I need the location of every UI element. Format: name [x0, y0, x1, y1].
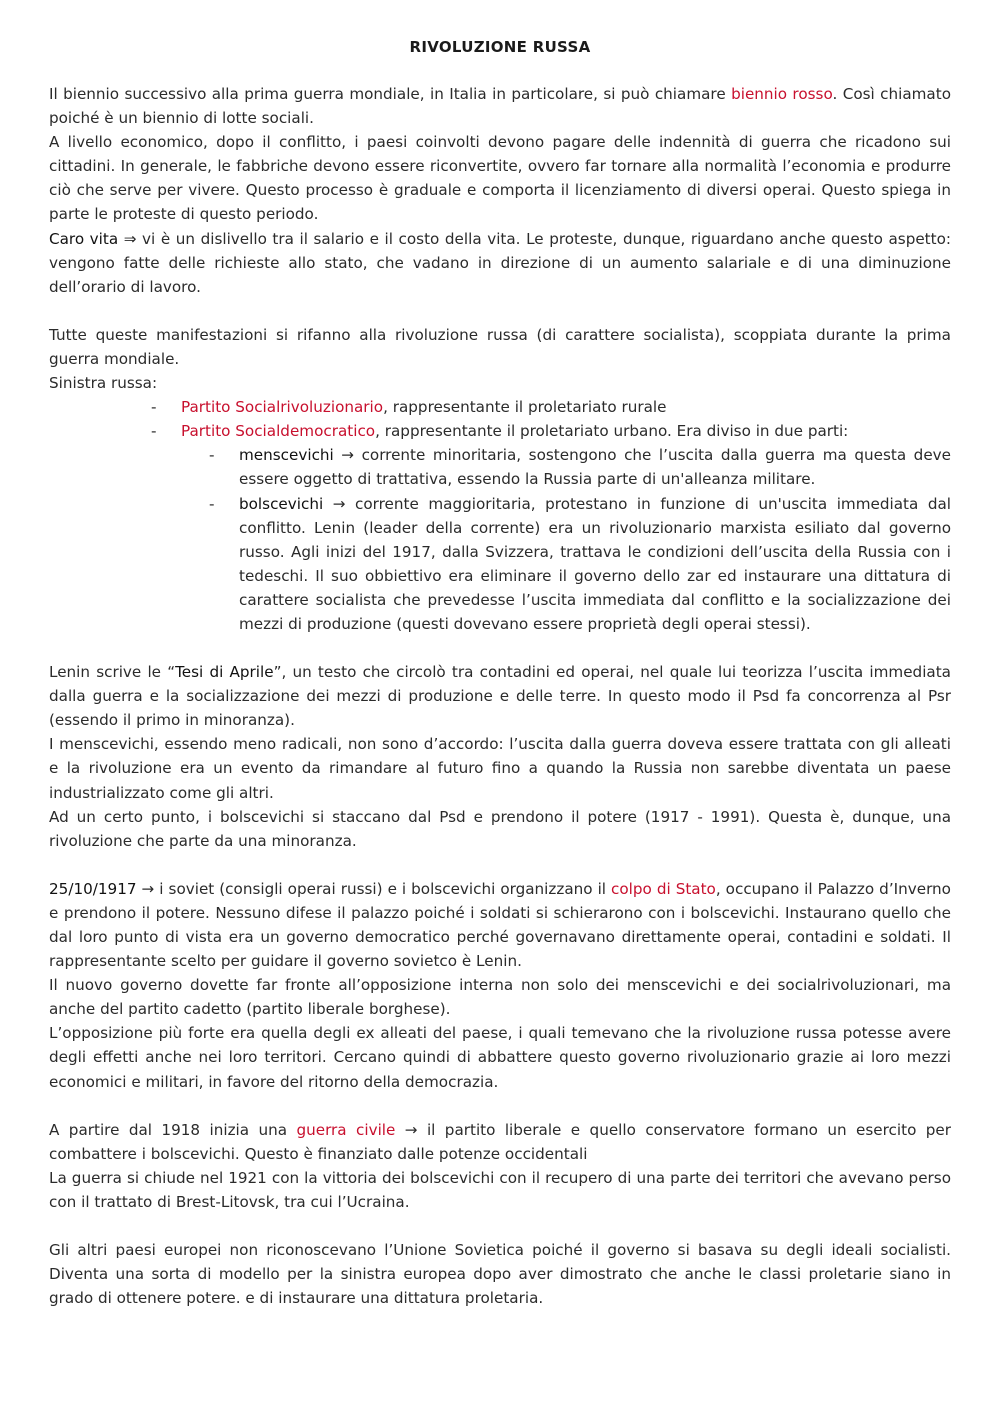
text-block	[239, 443, 951, 491]
paragraph-tesi-aprile	[49, 660, 951, 732]
bullet-dash: -	[209, 446, 215, 465]
text-run: ”, un testo che circolò tra contadini ed operai, nel quale lui teorizza l’uscita immediata dalla guerra e la socializzazione dei mezzi di produzione e delle terre. In questo modo il Psd fa concorrenza al Psr (essendo il primo in minoranza).	[49, 663, 951, 730]
parties-list	[49, 395, 951, 636]
text-run: corrente maggioritaria, protestano in funzione di un'uscita immediata dal conflitto. Lenin (leader della corrente) era un rivoluzionario marxista esiliato dal governo russo. Agli inizi del 1917, dalla Svizzera, trattava le condizioni dell’uscita della Russia con i tedeschi. Il suo obbiettivo era eliminare il governo dello zar ed instaurare una dittatura di carattere socialista che prevedesse l’uscita immediata dal conflitto e la socializzazione dei mezzi di produzione (questi dovevano essere proprietà degli operai stessi).	[239, 494, 951, 633]
list-item-socialdemocratico	[49, 419, 951, 636]
spacer	[49, 636, 951, 660]
paragraph-sinistra-russa: Sinistra russa:	[49, 374, 158, 393]
paragraph-fine-guerra: La guerra si chiude nel 1921 con la vittoria dei bolscevichi con il recupero di una parte dei territori che avevano perso con il trattato di Brest-Litovsk, tra cui l’Ucraina.	[49, 1168, 951, 1211]
paragraph-guerra-civile	[49, 1118, 951, 1166]
party-name: Partito Socialrivoluzionario	[181, 398, 384, 417]
text-run: , rappresentante il proletariato rurale	[383, 398, 667, 417]
term-bolscevichi: bolscevichi	[239, 494, 324, 513]
text-run: i soviet (consigli operai russi) e i bolscevichi organizzano il	[159, 879, 612, 898]
document-title: RIVOLUZIONE RUSSA	[409, 38, 591, 56]
spacer	[49, 299, 951, 323]
term-tesi-di-aprile: Tesi di Aprile	[175, 663, 274, 682]
bullet-dash: -	[209, 494, 215, 513]
text-block	[239, 492, 951, 637]
bullet-dash: -	[151, 398, 157, 417]
text-run: Lenin scrive le “	[49, 663, 176, 682]
list-item-socialrivoluzionario	[49, 395, 951, 419]
paragraph-caro-vita	[49, 227, 951, 299]
paragraph-biennio-rosso	[49, 82, 951, 130]
paragraph-economia: A livello economico, dopo il conflitto, i paesi coinvolti devono pagare delle indennità di guerra che ricadono sui cittadini. In generale, le fabbriche devono essere riconvertite, ovvero far tornare alla normalità l’economia e produrre ciò che serve per vivere. Questo processo è graduale e comporta il licenziamento di diversi operai. Questo spiega in parte le proteste di questo periodo.	[49, 133, 951, 224]
spacer	[49, 1094, 951, 1118]
text-run: vi è un dislivello tra il salario e il costo della vita. Le proteste, dunque, riguardano anche questo aspetto: vengono fatte delle richieste allo stato, che vadano in direzione di un aumento salariale e di una diminuzione dell’orario di lavoro.	[49, 229, 951, 296]
term-caro-vita: Caro vita	[49, 229, 119, 248]
date-term: 25/10/1917	[49, 879, 137, 898]
bullet-dash: -	[151, 422, 157, 441]
text-run: il partito liberale e quello conservatore formano un esercito per combattere i bolscevichi. Questo è finanziato dalle potenze occidentali	[49, 1120, 952, 1163]
arrow-glyph: →	[395, 1120, 427, 1139]
list-item-menscevichi	[181, 443, 951, 491]
paragraph-colpo-di-stato	[49, 877, 951, 973]
spacer	[49, 853, 951, 877]
text-run: Il biennio successivo alla prima guerra mondiale, in Italia in particolare, si può chiamare	[49, 85, 732, 103]
highlight-biennio-rosso: biennio rosso	[731, 85, 833, 103]
highlight-guerra-civile: guerra civile	[296, 1120, 396, 1139]
paragraph-opposizione-esterna: L’opposizione più forte era quella degli ex alleati del paese, i quali temevano che la rivoluzione russa potesse avere degli effetti anche nei loro territori. Cercano quindi di abbattere questo governo rivoluzionario grazie ai loro mezzi economici e militari, in favore del ritorno della democrazia.	[49, 1024, 951, 1091]
text-run: . Così chiamato poiché è un biennio di lotte sociali.	[49, 85, 951, 128]
arrow-glyph: →	[333, 446, 362, 465]
paragraph-menscevichi-disaccordo: I menscevichi, essendo meno radicali, non sono d’accordo: l’uscita dalla guerra doveva essere trattata con gli alleati e la rivoluzione era un evento da rimandare al futuro fino a quando la Russia non sarebbe diventata un paese industrializzato come gli altri.	[49, 735, 951, 802]
text-run: , rappresentante il proletariato urbano. Era diviso in due parti:	[375, 422, 849, 441]
text-run: A partire dal 1918 inizia una	[49, 1120, 297, 1139]
text-run: , occupano il Palazzo d’Inverno e prendono il potere. Nessuno difese il palazzo poiché i soldati si schierarono con i bolscevichi. Instaurano quello che dal loro punto di vista era un governo democratico perché governavano direttamente operai, contadini e soldati. Il rappresentante scelto per guidare il governo sovietco è Lenin.	[49, 879, 951, 971]
double-arrow-glyph: ⇒	[123, 229, 137, 248]
list-item-bolscevichi	[181, 492, 951, 637]
paragraph-presa-potere: Ad un certo punto, i bolscevichi si staccano dal Psd e prendono il potere (1917 - 1991). Questa è, dunque, una rivoluzione che parte da una minoranza.	[49, 807, 951, 850]
spacer	[49, 1214, 951, 1238]
arrow-glyph: →	[136, 879, 160, 898]
paragraph-unione-sovietica: Gli altri paesi europei non riconoscevano l’Unione Sovietica poiché il governo si basava su degli ideali socialisti. Diventa una sorta di modello per la sinistra europea dopo aver dimostrato che anche le classi proletarie siano in grado di ottenere potere. e di instaurare una dittatura proletaria.	[49, 1241, 951, 1308]
arrow-glyph: →	[323, 494, 356, 513]
paragraph-manifestazioni: Tutte queste manifestazioni si rifanno alla rivoluzione russa (di carattere socialista), scoppiata durante la prima guerra mondiale.	[49, 325, 951, 368]
highlight-colpo-di-stato: colpo di Stato	[611, 879, 716, 898]
term-menscevichi: menscevichi	[239, 446, 334, 465]
paragraph-opposizione-interna: Il nuovo governo dovette far fronte all’opposizione interna non solo dei menscevichi e dei socialrivoluzionari, ma anche del partito cadetto (partito liberale borghese).	[49, 976, 951, 1019]
party-name: Partito Socialdemocratico	[181, 422, 376, 441]
factions-list	[181, 443, 951, 636]
text-run: corrente minoritaria, sostengono che l’uscita dalla guerra ma questa deve essere oggetto di trattativa, essendo la Russia parte di un'alleanza militare.	[239, 446, 951, 489]
